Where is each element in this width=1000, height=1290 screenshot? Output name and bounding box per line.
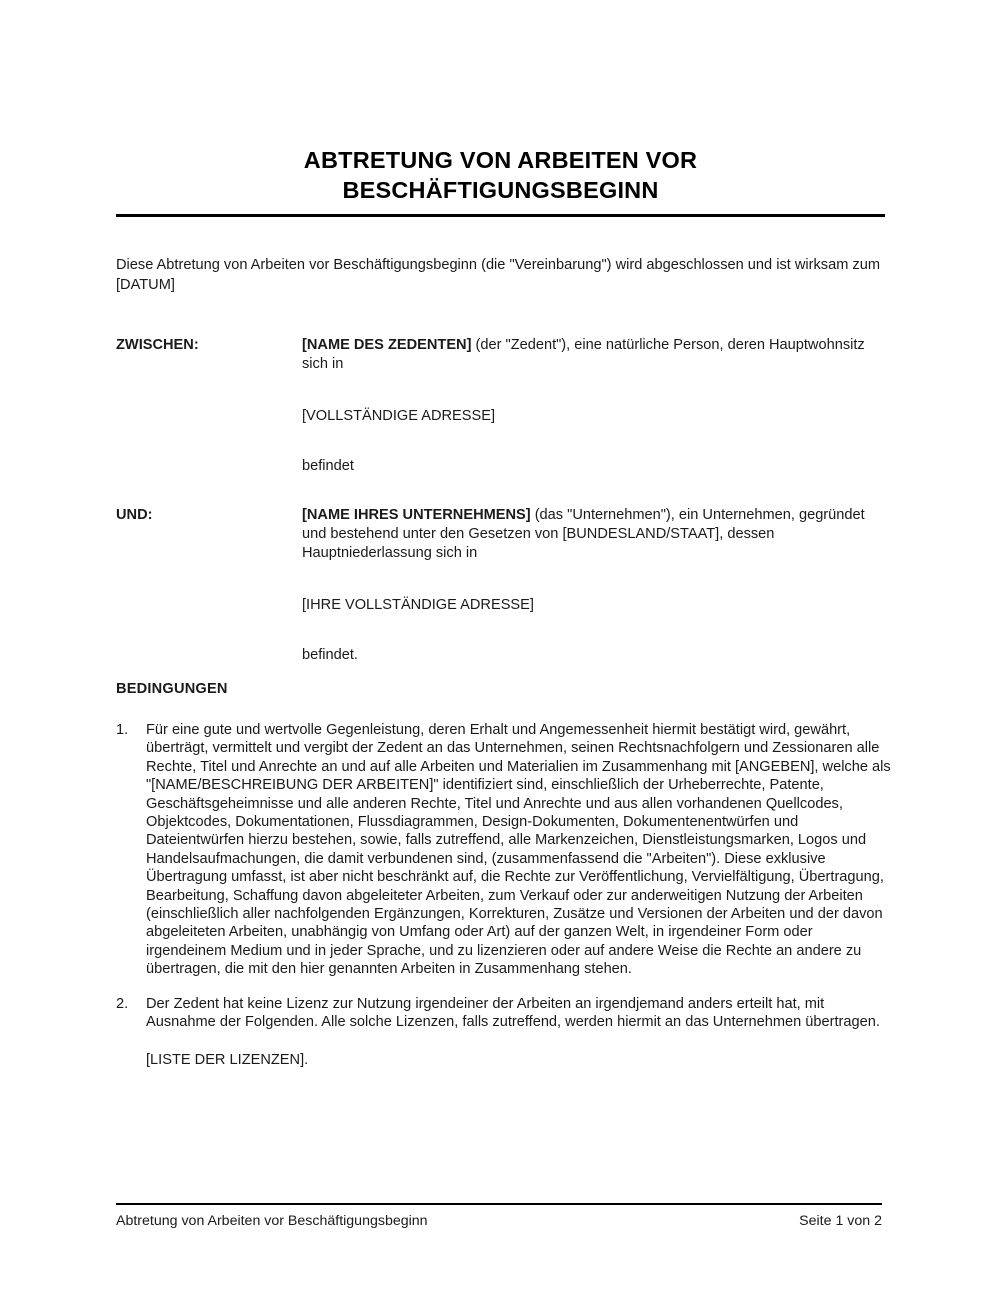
footer-divider bbox=[116, 1203, 882, 1205]
clause-number: 2. bbox=[116, 995, 129, 1012]
party-block-between bbox=[116, 336, 891, 476]
title-divider bbox=[116, 214, 885, 217]
party-tail-and: befindet. bbox=[302, 647, 358, 663]
party-lead-between bbox=[302, 336, 891, 374]
party-body-and bbox=[302, 506, 891, 665]
party-name-placeholder-between: [NAME DES ZEDENTEN] bbox=[302, 337, 472, 353]
party-lead-and bbox=[302, 506, 891, 563]
intro-paragraph: Diese Abtretung von Arbeiten vor Beschäftigungsbeginn (die "Vereinbarung") wird abgeschlossen und ist wirksam zum [DATUM] bbox=[116, 257, 880, 293]
clause-text: Der Zedent hat keine Lizenz zur Nutzung irgendeiner der Arbeiten an irgendjemand anders erteilt hat, mit Ausnahme der Folgenden. Alle solche Lizenzen, falls zutreffend, werden hiermit an das Unternehmen übertragen. bbox=[146, 995, 880, 1031]
page-title-line-1: ABTRETUNG VON ARBEITEN VOR bbox=[303, 147, 698, 173]
clause-number: 1. bbox=[116, 722, 129, 738]
party-name-placeholder-and: [NAME IHRES UNTERNEHMENS] bbox=[302, 507, 531, 523]
party-tail-between: befindet bbox=[302, 458, 354, 474]
party-description-between: (der "Zedent"), eine natürliche Person, deren Hauptwohnsitz sich in bbox=[302, 337, 865, 372]
conditions-heading: BEDINGUNGEN bbox=[116, 681, 228, 697]
conditions-list bbox=[116, 721, 891, 1085]
party-body-between bbox=[302, 336, 891, 476]
footer-page-number: Seite 1 von 2 bbox=[799, 1213, 882, 1229]
clause-subtext: [LISTE DER LIZENZEN]. bbox=[146, 1051, 309, 1068]
party-address-placeholder-between: [VOLLSTÄNDIGE ADRESSE] bbox=[302, 408, 496, 424]
party-label-and: UND: bbox=[116, 507, 153, 523]
clause-text: Für eine gute und wertvolle Gegenleistung, deren Erhalt und Angemessenheit hiermit bestätigt wird, gewährt, überträgt, vermittelt und vergibt der Zedent an das Unternehmen, seinen Rechtsnachfolgern und Zessionaren alle Rechte, Titel und Anrechte an und auf alle Arbeiten und Materialien im Zusammenhang mit [ANGEBEN], welche als "[NAME/BESCHREIBUNG DER ARBEITEN]" identifiziert sind, einschließlich der Urheberrechte, Patente, Geschäftsgeheimnisse und alle anderen Rechte, Titel und Anrechte und aus allen vorhandenen Quellcodes, Objektcodes, Dokumentationen, Flussdiagrammen, Design-Dokumenten, Dokumentenentwürfen und Dateientwürfen hierzu bestehen, sowie, falls zutreffend, alle Markenzeichen, Dienstleistungsmarken, Logos und Handelsaufmachungen, die damit verbundenen sind, (zusammenfassend die "Arbeiten"). Diese exklusive Übertragung umfasst, ist aber nicht beschränkt auf, die Rechte zur Veröffentlichung, Vervielfältigung, Übertragung, Bearbeitung, Schaffung davon abgeleiteter Arbeiten, zum Verkauf oder zur anderweitigen Nutzung der Arbeiten (einschließlich aller nachfolgenden Ergänzungen, Korrekturen, Zusätze und Versionen der Arbeiten und der davon abgeleiteten Arbeiten, unabhängig von Umfang oder Art) auf der ganzen Welt, in irgendeiner Form oder irgendeinem Medium und in jeder Sprache, und zu lizenzieren oder auf andere Weise die Rechte an andere zu übertragen, die mit den hier genannten Arbeiten in Zusammenhang stehen. bbox=[146, 722, 891, 978]
party-address-placeholder-and: [IHRE VOLLSTÄNDIGE ADRESSE] bbox=[302, 597, 534, 613]
party-label-between: ZWISCHEN: bbox=[116, 337, 199, 353]
party-block-and bbox=[116, 506, 891, 665]
party-description-and: (das "Unternehmen"), ein Unternehmen, gegründet und bestehend unter den Gesetzen von [BUNDESLAND/STAAT], dessen Hauptniederlassung sich in bbox=[302, 507, 865, 561]
footer-document-name: Abtretung von Arbeiten vor Beschäftigungsbeginn bbox=[116, 1213, 428, 1229]
page-title-line-2: BESCHÄFTIGUNGSBEGINN bbox=[342, 177, 659, 203]
page-title bbox=[116, 145, 885, 205]
clause-item bbox=[116, 995, 891, 1069]
clause-item bbox=[116, 721, 891, 979]
page-footer bbox=[116, 1211, 882, 1231]
